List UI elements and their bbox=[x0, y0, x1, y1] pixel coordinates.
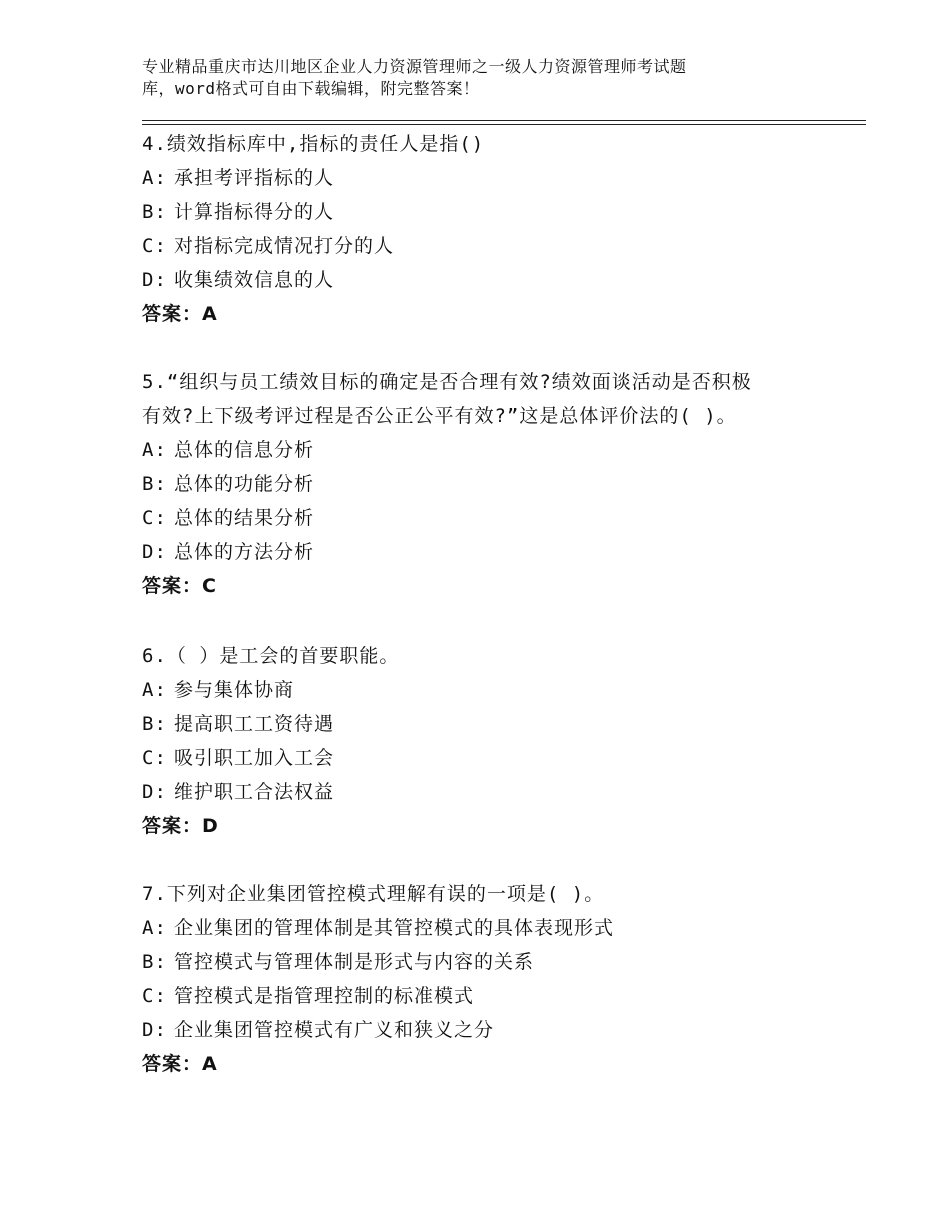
option-a: A: 总体的信息分析 bbox=[142, 439, 315, 461]
option-b: B: 管控模式与管理体制是形式与内容的关系 bbox=[142, 951, 535, 973]
answer: 答案：A bbox=[142, 1053, 218, 1075]
question-6 bbox=[142, 639, 842, 843]
option-c: C: 总体的结果分析 bbox=[142, 507, 315, 529]
question-7 bbox=[142, 877, 842, 1081]
answer: 答案：C bbox=[142, 575, 217, 597]
option-d: D: 维护职工合法权益 bbox=[142, 781, 335, 803]
option-b: B: 计算指标得分的人 bbox=[142, 201, 335, 223]
option-c: C: 吸引职工加入工会 bbox=[142, 747, 335, 769]
answer: 答案：D bbox=[142, 815, 219, 837]
option-a: A: 企业集团的管理体制是其管控模式的具体表现形式 bbox=[142, 917, 615, 939]
document-header bbox=[142, 56, 782, 100]
option-a: A: 参与集体协商 bbox=[142, 679, 295, 701]
question-text: 6.（ ）是工会的首要职能。 bbox=[142, 645, 400, 667]
question-text-line-2: 有效?上下级考评过程是否公正公平有效?”这是总体评价法的( )。 bbox=[142, 405, 737, 427]
option-b: B: 总体的功能分析 bbox=[142, 473, 315, 495]
option-a: A: 承担考评指标的人 bbox=[142, 167, 335, 189]
question-text: 7.下列对企业集团管控模式理解有误的一项是( )。 bbox=[142, 883, 605, 905]
option-c: C: 管控模式是指管理控制的标准模式 bbox=[142, 985, 475, 1007]
header-line-2: 库，word格式可自由下载编辑，附完整答案！ bbox=[142, 79, 480, 98]
question-4 bbox=[142, 127, 842, 331]
header-line-1: 专业精品重庆市达川地区企业人力资源管理师之一级人力资源管理师考试题 bbox=[142, 57, 687, 76]
question-text: 4.绩效指标库中,指标的责任人是指() bbox=[142, 133, 485, 155]
option-c: C: 对指标完成情况打分的人 bbox=[142, 235, 395, 257]
option-b: B: 提高职工工资待遇 bbox=[142, 713, 335, 735]
question-text-line-1: 5.“组织与员工绩效目标的确定是否合理有效?绩效面谈活动是否积极 bbox=[142, 371, 752, 393]
answer: 答案：A bbox=[142, 303, 218, 325]
header-divider bbox=[142, 120, 866, 125]
question-5 bbox=[142, 365, 842, 603]
option-d: D: 总体的方法分析 bbox=[142, 541, 315, 563]
option-d: D: 收集绩效信息的人 bbox=[142, 269, 335, 291]
option-d: D: 企业集团管控模式有广义和狭义之分 bbox=[142, 1019, 495, 1041]
